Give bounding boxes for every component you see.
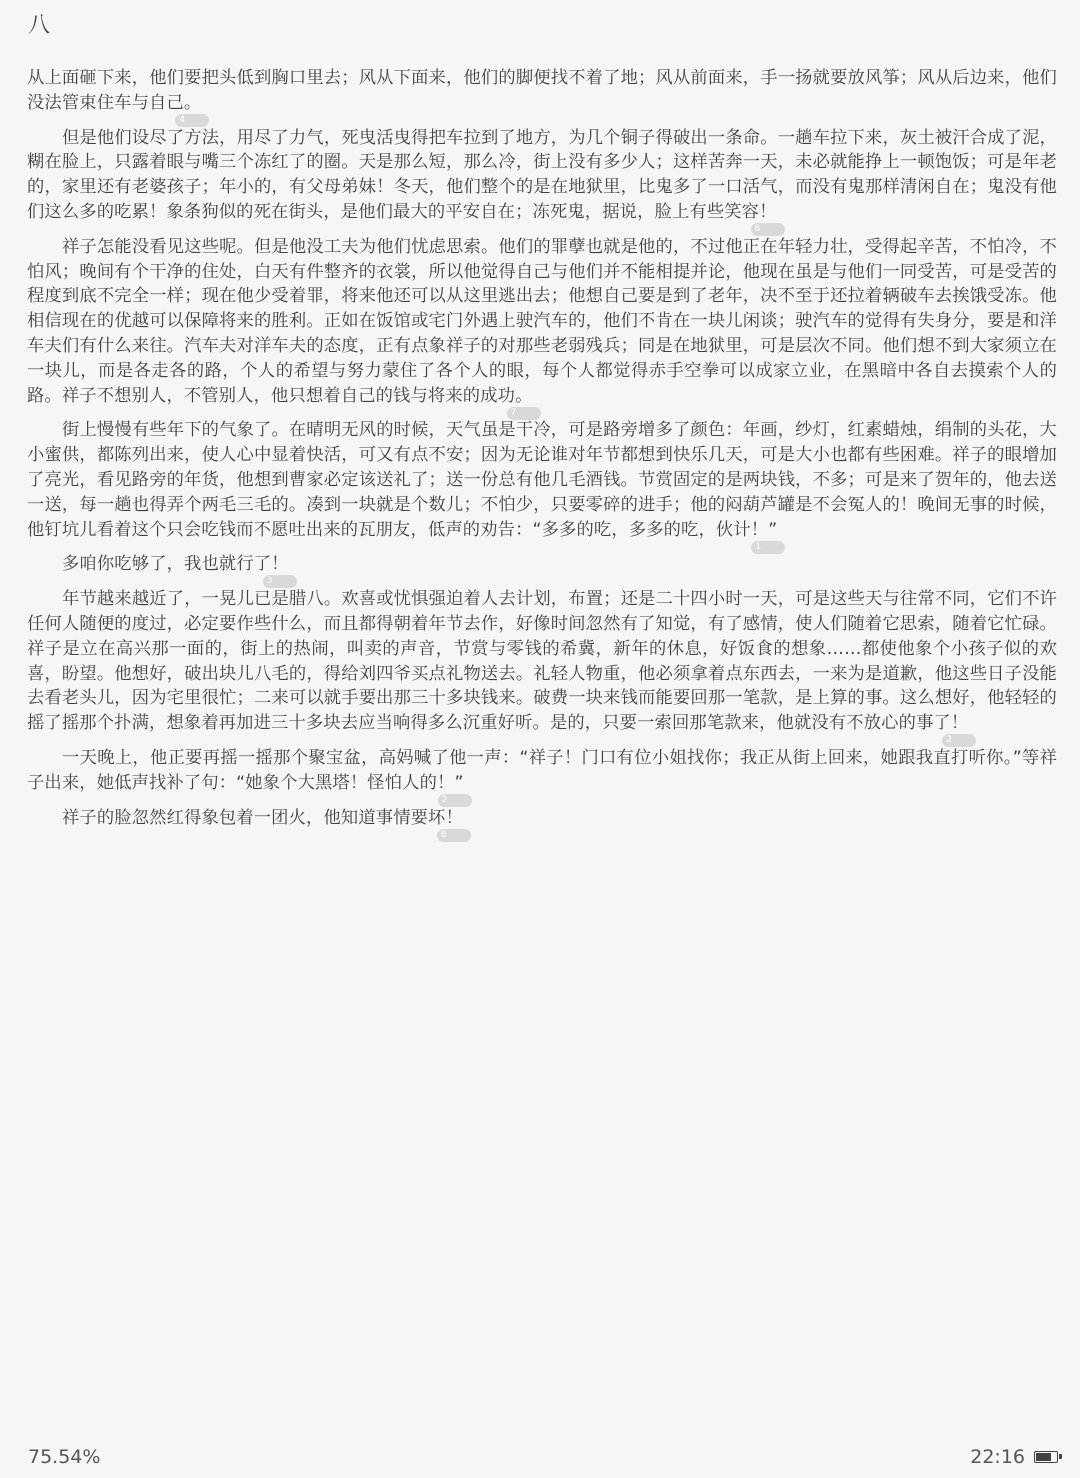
paragraph-2[interactable]: [27, 126, 1057, 234]
paragraph-1[interactable]: [27, 66, 1057, 125]
comment-count[interactable]: 8: [437, 829, 471, 842]
comment-count[interactable]: 4: [175, 114, 209, 127]
comment-count[interactable]: 2: [942, 734, 976, 747]
clock: 22:16: [970, 1446, 1025, 1468]
paragraph-3[interactable]: [27, 235, 1057, 418]
paragraph-text: 年节越来越近了，一晃儿已是腊八。欢喜或忧惧强迫着人去计划，布置；还是二十四小时一天，可是这些天与往常不同，它们不许任何人随便的度过，必定要作些什么，而且都得朝着年节去作，好像时间忽然有了知觉，有了感情，使人们随着它思索，随着它忙碌。祥子是立在高兴那一面的，街上的热闹，叫卖的声音，节赏与零钱的希冀，新年的休息，好饭食的想象……都使他象个小孩子似的欢喜，盼望。他想好，破出块儿八毛的，得给刘四爷买点礼物送去。礼轻人物重，他必须拿着点东西去，一来为是道歉，他这些日子没能去看老头儿，因为宅里很忙；二来可以就手要出那三十多块钱来。破费一块来钱而能要回那一笔款，是上算的事。这么想好，他轻轻的摇了摇那个扑满，想象着再加进三十多块去应当响得多么沉重好听。是的，只要一索回那笔款来，他就没有不放心的事了！: [27, 589, 1057, 734]
comment-count[interactable]: 2: [438, 794, 472, 807]
paragraph-text: 祥子怎能没看见这些呢。但是他没工夫为他们忧虑思索。他们的罪孽也就是他的，不过他正在年轻力壮，受得起辛苦，不怕冷，不怕风；晚间有个干净的住处，白天有件整齐的衣裳，所以他觉得自己与他们并不能相提并论，他现在虽是与他们一同受苦，可是受苦的程度到底不完全一样；现在他少受着罪，将来他还可以从这里逃出去；他想自己要是到了老年，决不至于还拉着辆破车去挨饿受冻。他相信现在的优越可以保障将来的胜利。正如在饭馆或宅门外遇上驶汽车的，他们不肯在一块儿闲谈；驶汽车的觉得有失身分，要是和洋车夫们有什么来往。汽车夫对洋车夫的态度，正有点象祥子的对那些老弱残兵；同是在地狱里，可是层次不同。他们想不到大家须立在一块儿，而是各走各的路，个人的希望与努力蒙住了各个人的眼，每个人都觉得赤手空拳可以成家立业，在黑暗中各自去摸索个人的路。祥子不想别人，不管别人，他只想着自己的钱与将来的成功。: [27, 236, 1057, 406]
battery-level: [1036, 1453, 1051, 1461]
paragraph-text: 街上慢慢有些年下的气象了。在晴明无风的时候，天气虽是干冷，可是路旁增多了颜色：年画，纱灯，红素蜡烛，绢制的头花，大小蜜供，都陈列出来，使人心中显着快活，可又有点不安；因为无论谁对年节都想到快乐几天，可是大小也都有些困难。祥子的眼增加了亮光，看见路旁的年货，他想到曹家必定该送礼了；送一份总有他几毛酒钱。节赏固定的是两块钱，不多；可是来了贺年的，他去送一送，每一趟也得弄个两毛三毛的。凑到一块就是个数儿；不怕少，只要零碎的进手；他的闷葫芦罐是不会冤人的！晚间无事的时候，他钉坑儿看着这个只会吃钱而不愿吐出来的瓦朋友，低声的劝告：“多多的吃，多多的吃，伙计！”: [27, 420, 1057, 540]
paragraph-text: 多咱你吃够了，我也就行了！: [62, 554, 289, 575]
paragraph-6[interactable]: [27, 587, 1057, 746]
chapter-content: [27, 66, 1057, 840]
paragraph-text: 祥子的脸忽然红得象包着一团火，他知道事情要坏！: [62, 807, 463, 828]
paragraph-4[interactable]: [27, 418, 1057, 552]
chapter-title: 八: [28, 13, 51, 38]
comment-count[interactable]: 8: [751, 223, 785, 236]
paragraph-7[interactable]: [27, 746, 1057, 805]
comment-count[interactable]: 1: [751, 541, 785, 554]
paragraph-text: 从上面砸下来，他们要把头低到胸口里去；风从下面来，他们的脚便找不着了地；风从前面来，手一扬就要放风筝；风从后边来，他们没法管束住车与自己。: [27, 68, 1057, 113]
paragraph-text: 但是他们设尽了方法，用尽了力气，死曳活曳得把车拉到了地方，为几个铜子得破出一条命。一趟车拉下来，灰土被汗合成了泥，糊在脸上，只露着眼与嘴三个冻红了的圈。天是那么短，那么冷，街上没有多少人；这样苦奔一天，未必就能挣上一顿饱饭；可是年老的，家里还有老婆孩子；年小的，有父母弟妹！冬天，他们整个的是在地狱里，比鬼多了一口活气，而没有鬼那样清闲自在；鬼没有他们这么多的吃累！象条狗似的死在街头，是他们最大的平安自在；冻死鬼，据说，脸上有些笑容！: [27, 127, 1057, 222]
battery-nub: [1059, 1454, 1062, 1459]
paragraph-text: 一天晚上，他正要再摇一摇那个聚宝盆，高妈喊了他一声：“祥子！门口有位小姐找你；我正从街上回来，她跟我直打听你。”等祥子出来，她低声找补了句：“她象个大黑塔！怪怕人的！”: [27, 747, 1057, 793]
paragraph-5[interactable]: [27, 552, 1057, 587]
paragraph-8[interactable]: [27, 806, 1057, 840]
comment-count[interactable]: 3: [263, 575, 297, 588]
comment-count[interactable]: 7: [507, 407, 541, 420]
battery-icon: [1034, 1451, 1058, 1463]
status-footer: [0, 1438, 1080, 1478]
reading-progress: 75.54%: [28, 1446, 101, 1468]
